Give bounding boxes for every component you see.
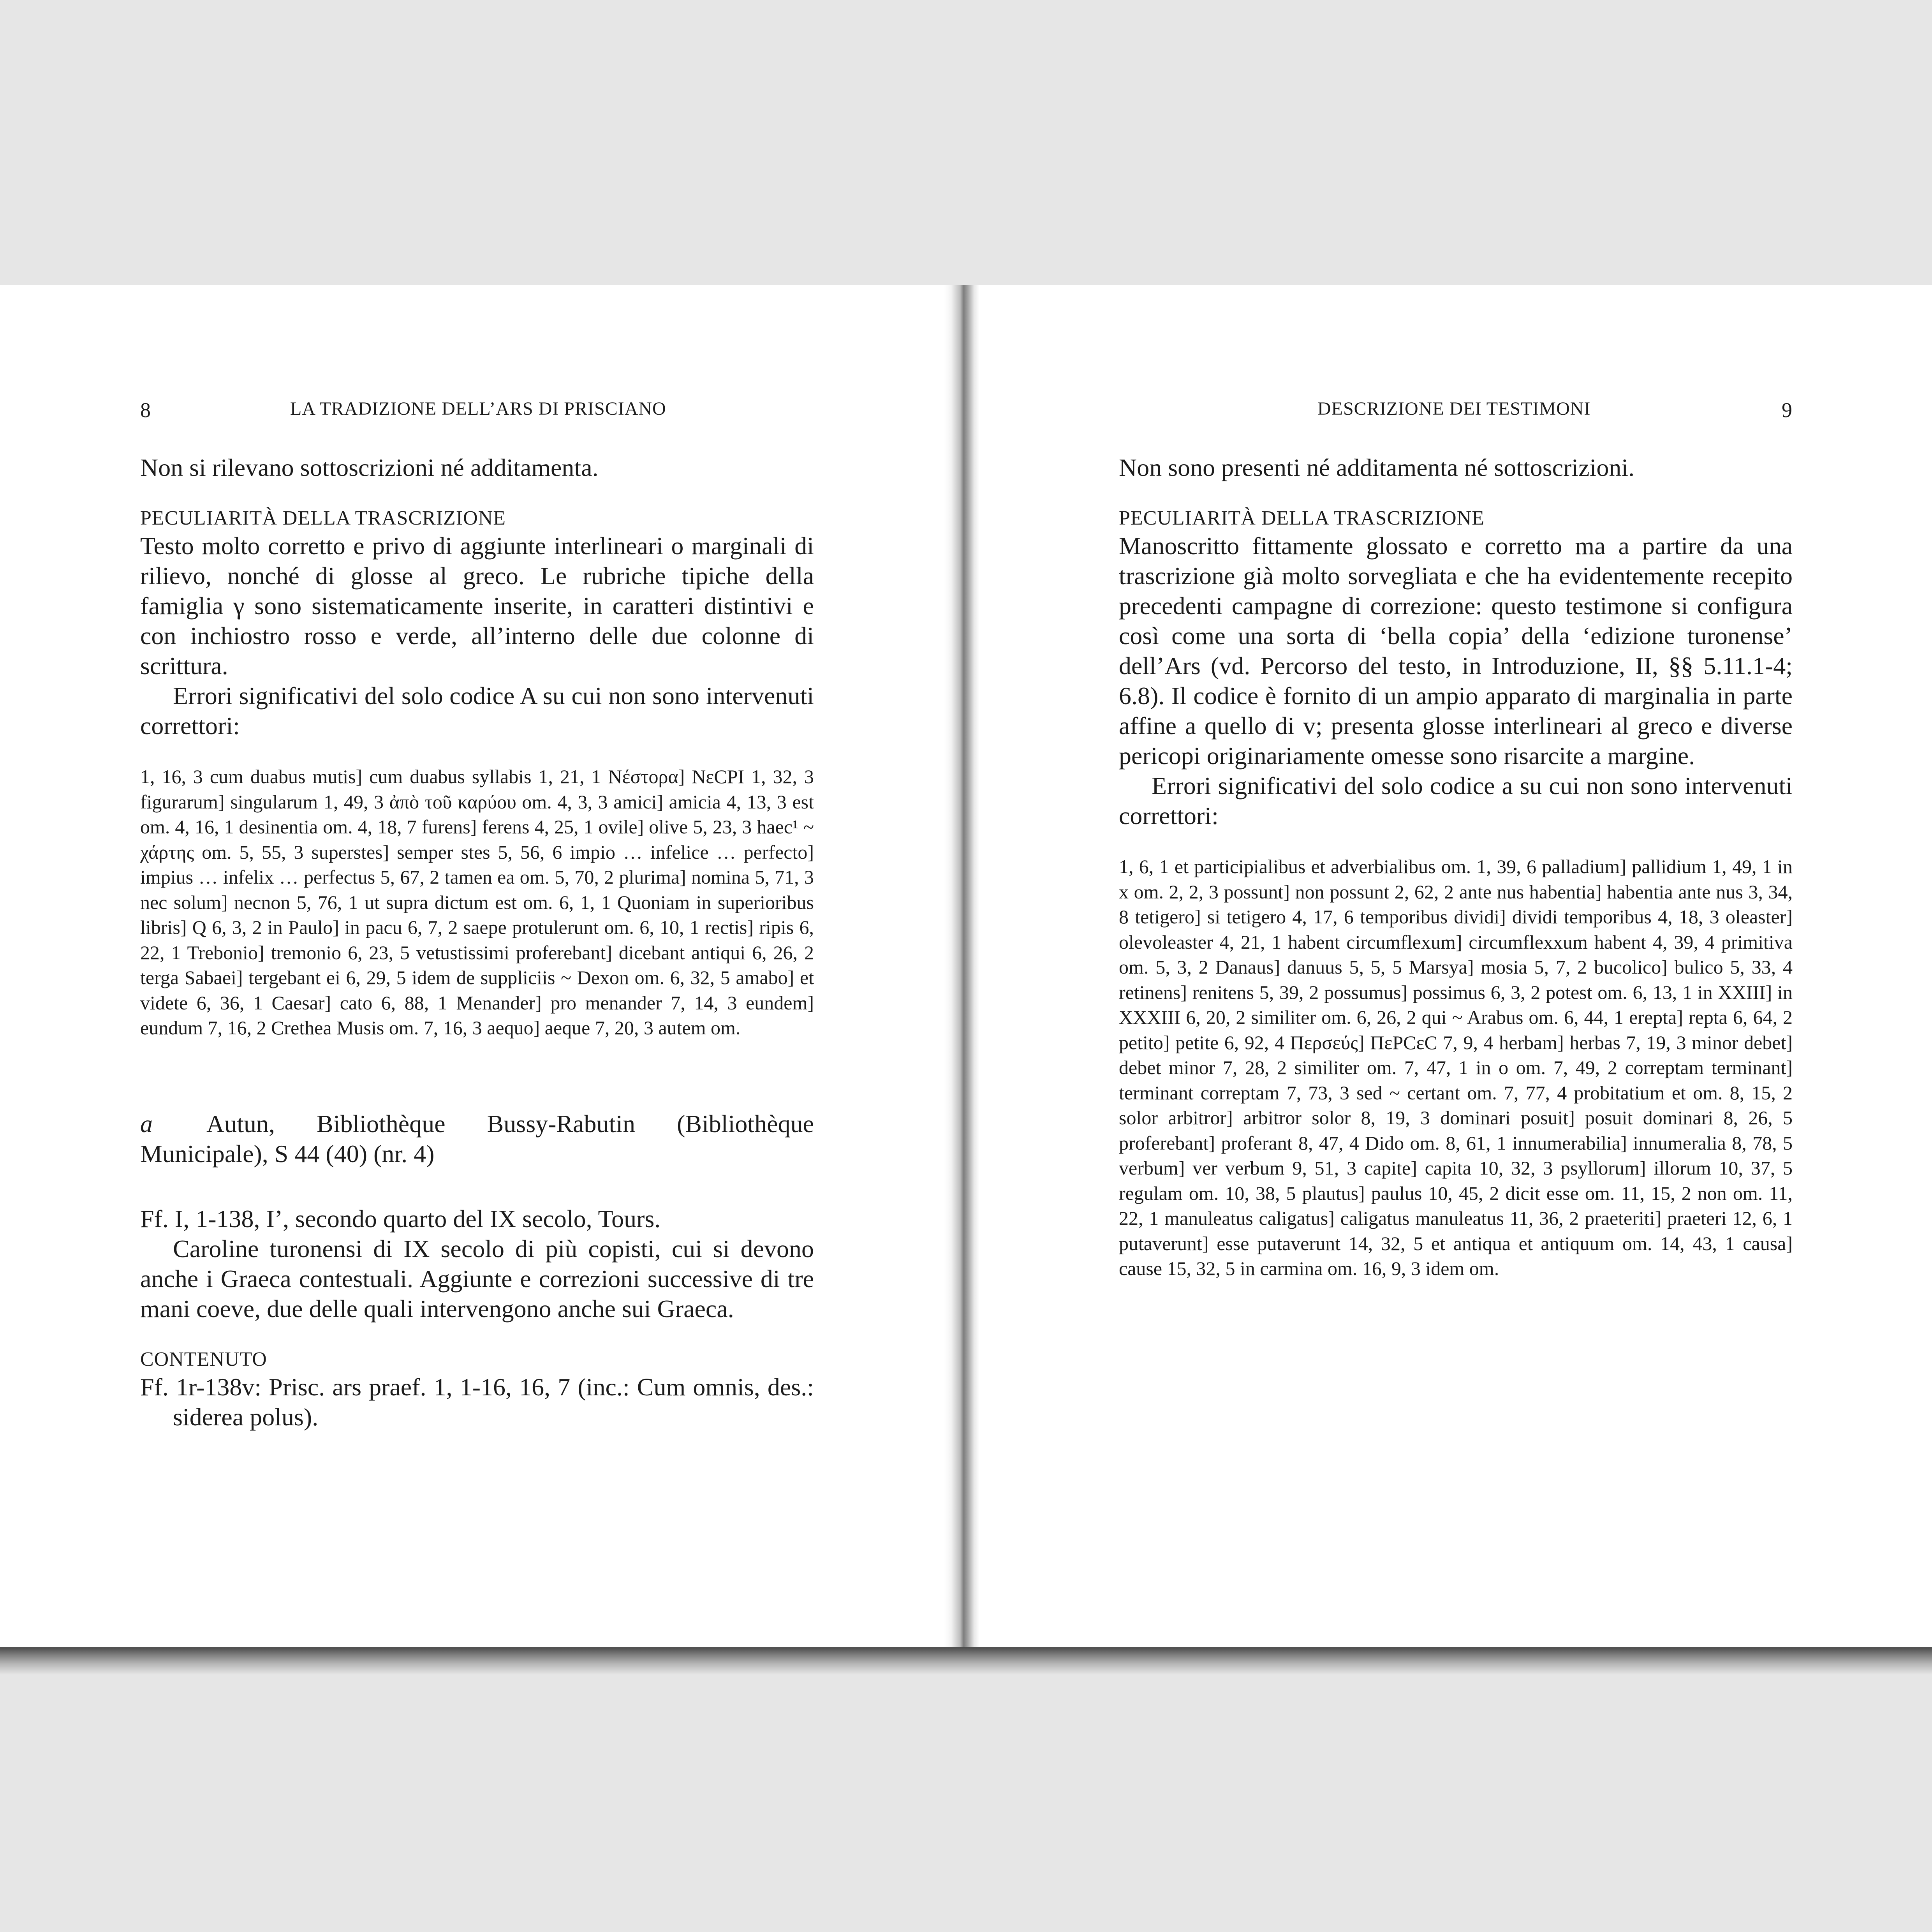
running-head-title: DESCRIZIONE DEI TESTIMONI bbox=[1317, 398, 1591, 419]
page-number: 9 bbox=[1782, 398, 1793, 422]
section-heading: PECULIARITÀ DELLA TRASCRIZIONE bbox=[1119, 507, 1485, 529]
contents-text: Ff. 1r-138v: Prisc. ars praef. 1, 1-16, 16, 7 (inc.: Cum omnis, des.: siderea polus). bbox=[140, 1373, 814, 1431]
page-shadow bbox=[0, 1647, 1932, 1675]
right-page bbox=[1119, 285, 1793, 1650]
paragraph: Errori significativi del solo codice a su cui non sono intervenuti correttori: bbox=[1119, 772, 1793, 830]
page-body bbox=[1119, 453, 1793, 1281]
apparatus-criticus: 1, 6, 1 et participialibus et adverbialibus om. 1, 39, 6 palladium] pallidium 1, 49, 1 in x om. 2, 2, 3 possunt] non possunt 2, 62, 2 ante nus habentia] habentia ante nus 3, 34, 8 tetigero] si tetigero 4, 17, 6 temporibus dividi] dividi temporibus 4, 18, 3 oleaster] olevoleaster 4, 21, 1 habent circumflexum] circumflexxum habent 4, 39, 4 primitiva om. 5, 3, 2 Danaus] danuus 5, 5, 5 Marsya] mosia 5, 7, 2 bucolico] bulico 5, 33, 4 retinens] renitens 5, 39, 2 possumus] possimus 6, 3, 2 potest om. 6, 13, 1 in XXIII] in XXXIII 6, 20, 2 similiter om. 6, 26, 2 qui ~ Arabus om. 6, 44, 1 erepta] repta 6, 64, 2 petito] petite 6, 92, 4 Περσεύς] ΠεΡCεC 7, 9, 4 herbam] herbas 7, 19, 3 minor debet] debet minor 7, 28, 2 similiter om. 7, 47, 1 in o om. 7, 49, 2 correptam terminant] terminant correptam 7, 73, 3 sed ~ certant om. 7, 77, 4 probitatium et om. 8, 15, 2 solor arbitror] arbitror solor 8, 19, 3 dominari posuit] posuit dominari 8, 26, 5 proferebant] proferant 8, 47, 4 Dido om. 8, 61, 1 innumerabilia] innumeralia 8, 78, 5 verbum] ver verbum 9, 51, 3 capite] capita 10, 32, 3 psyllorum] illorum 10, 37, 5 regulam om. 10, 38, 5 plautus] paulus 10, 45, 2 dicit esse om. 11, 15, 2 non om. 11, 22, 1 manuleatus caligatus] caligatus manuleatus 11, 36, 2 praeteriti] praeteri 12, 6, 1 putaverunt] esse putaverunt 14, 32, 5 et antiqua et antiquum om. 14, 43, 1 causa] cause 15, 32, 5 in carmina om. 16, 9, 3 idem om. bbox=[1119, 856, 1793, 1279]
manuscript-siglum: a bbox=[140, 1110, 153, 1138]
running-head-title: LA TRADIZIONE DELL’ARS DI PRISCIANO bbox=[290, 398, 666, 419]
intro-text: Non sono presenti né additamenta né sottoscrizioni. bbox=[1119, 454, 1635, 481]
intro-text: Non si rilevano sottoscrizioni né additamenta. bbox=[140, 454, 599, 481]
manuscript-title: Autun, Bibliothèque Bussy-Rabutin (Bibliothèque Municipale), S 44 (40) (nr. 4) bbox=[140, 1110, 814, 1168]
page-number: 8 bbox=[140, 398, 151, 422]
manuscript-entry bbox=[140, 1109, 814, 1169]
apparatus-criticus: 1, 16, 3 cum duabus mutis] cum duabus syllabis 1, 21, 1 Νέστορα] NεCPI 1, 32, 3 figurarum] singularum 1, 49, 3 ἀπὸ τοῦ καρύου om. 4, 3, 3 amici] amicia 4, 13, 3 est om. 4, 16, 1 desinentia om. 4, 18, 7 furens] ferens 4, 25, 1 ovile] olive 5, 23, 3 haec¹ ~ χάρτης om. 5, 55, 3 superstes] semper stes 5, 56, 6 impio … infelice … perfecto] impius … infelix … perfectus 5, 67, 2 tamen ea om. 5, 70, 2 plurima] nomina 5, 71, 3 nec solum] necnon 5, 76, 1 ut supra dictum est om. 6, 1, 1 Quoniam in superioribus libris] Q 6, 3, 2 in Paulo] in pacu 6, 7, 2 saepe protulerunt om. 6, 10, 1 rectis] ripis 6, 22, 1 Trebonio] tremonio 6, 23, 5 vetustissimi proferebant] dicebant antiqui 6, 26, 2 terga Sabaei] tergebant ei 6, 29, 5 idem de suppliciis ~ Dexon om. 6, 32, 5 amabo] et videte 6, 36, 1 Caesar] cato 6, 88, 1 Menander] pro menander 7, 14, 3 eundem] eundum 7, 16, 2 Crethea Musis om. 7, 16, 3 aequo] aeque 7, 20, 3 autem om. bbox=[140, 766, 814, 1039]
manuscript-description: Caroline turonensi di IX secolo di più copisti, cui si devono anche i Graeca contestuali. Aggiunte e correzioni successive di tre mani coeve, due delle quali intervengono anche sui Graeca. bbox=[140, 1235, 814, 1323]
paragraph: Manoscritto fittamente glossato e corretto ma a partire da una trascrizione già molto sorvegliata e che ha evidentemente recepito precedenti campagne di correzione: questo testimone si configura così come una sorta di ‘bella copia’ della ‘edizione turonense’ dell’Ars (vd. Percorso del testo, in Introduzione, II, §§ 5.11.1-4; 6.8). Il codice è fornito di un ampio apparato di marginalia in parte affine a quello di v; presenta glosse interlineari al greco e diverse pericopi originariamente omesse sono risarcite a margine. bbox=[1119, 532, 1793, 770]
paragraph: Errori significativi del solo codice A su cui non sono intervenuti correttori: bbox=[140, 682, 814, 740]
page-body bbox=[140, 453, 814, 1432]
section-heading: CONTENUTO bbox=[140, 1348, 267, 1370]
left-page bbox=[140, 285, 814, 1650]
section-heading: PECULIARITÀ DELLA TRASCRIZIONE bbox=[140, 507, 506, 529]
paragraph: Testo molto corretto e privo di aggiunte interlineari o marginali di rilievo, nonché di glosse al greco. Le rubriche tipiche della famiglia γ sono sistematicamente inserite, in caratteri distintivi e con inchiostro rosso e verde, all’interno delle due colonne di scrittura. bbox=[140, 532, 814, 680]
book-gutter bbox=[944, 285, 979, 1650]
manuscript-folios: Ff. I, 1-138, I’, secondo quarto del IX secolo, Tours. bbox=[140, 1205, 661, 1233]
